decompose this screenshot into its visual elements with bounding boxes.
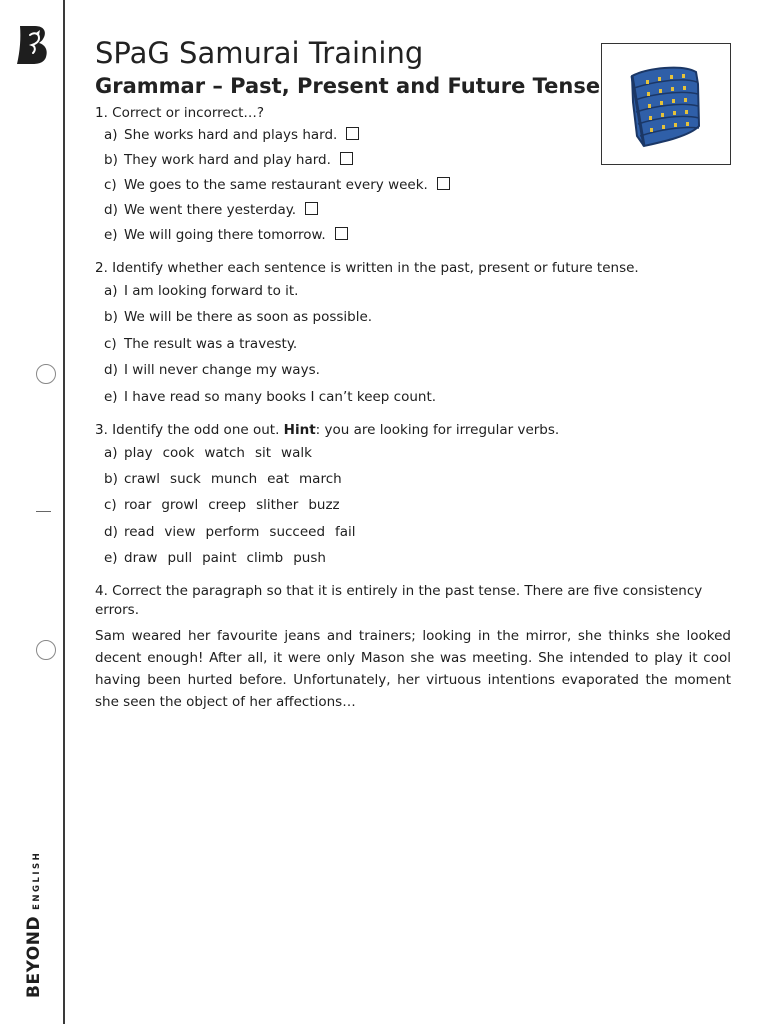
word: draw: [124, 549, 158, 566]
hint-label: Hint: [283, 422, 316, 439]
question-2-item: [95, 331, 731, 357]
word: growl: [161, 497, 199, 514]
question-1-prompt: 1. Correct or incorrect…?: [95, 105, 265, 121]
item-text: I have read so many books I can’t keep count.: [124, 388, 437, 405]
question-4: [95, 582, 731, 713]
item-letter: d): [104, 362, 118, 379]
item-text: We goes to the same restaurant every week.: [124, 177, 428, 193]
item-text: I am looking forward to it.: [124, 283, 299, 299]
word: eat: [267, 471, 290, 488]
question-2-item: [95, 384, 731, 410]
question-3-item: [95, 440, 731, 466]
question-3-prompt: [95, 421, 731, 440]
item-letter: e): [104, 227, 118, 243]
question-2: [95, 259, 731, 410]
item-letter: e): [104, 388, 118, 405]
answer-checkbox[interactable]: [335, 227, 348, 240]
question-1-item: [95, 223, 731, 248]
beyond-b-logo-icon: [15, 24, 51, 70]
question-3-item: [95, 466, 731, 492]
item-text: They work hard and play hard.: [124, 152, 331, 168]
item-text: We will going there tomorrow.: [124, 227, 326, 243]
word: pull: [167, 549, 193, 566]
question-2-item: [95, 357, 731, 383]
question-1-item: [95, 123, 731, 148]
word: read: [124, 523, 155, 540]
item-text: We will be there as soon as possible.: [124, 309, 373, 326]
word: march: [299, 471, 342, 488]
word: sit: [254, 445, 272, 462]
question-2-item: [95, 278, 731, 304]
question-2-item: [95, 304, 731, 330]
item-letter: b): [104, 309, 118, 326]
word: slither: [256, 497, 299, 514]
question-4-prompt: 4. Correct the paragraph so that it is entirely in the past tense. There are five consistency errors.: [95, 583, 703, 619]
worksheet-content: [95, 34, 731, 713]
word: watch: [204, 445, 245, 462]
punch-hole-bottom: [36, 640, 56, 660]
fold-mark: [36, 511, 51, 512]
word: fail: [335, 523, 356, 540]
item-letter: b): [104, 152, 118, 168]
word: push: [293, 549, 326, 566]
question-3-item: [95, 492, 731, 518]
item-letter: c): [104, 335, 117, 352]
word: buzz: [308, 497, 340, 514]
item-letter: a): [104, 283, 118, 299]
word: view: [164, 523, 196, 540]
answer-checkbox[interactable]: [305, 202, 318, 215]
item-letter: c): [104, 177, 117, 193]
item-letter: b): [104, 471, 118, 488]
word: cook: [162, 445, 195, 462]
item-letter: a): [104, 127, 118, 143]
word: roar: [124, 497, 152, 514]
punch-hole-top: [36, 364, 56, 384]
word: walk: [281, 445, 312, 462]
question-1-item: [95, 173, 731, 198]
item-letter: d): [104, 523, 118, 540]
question-1: [95, 104, 731, 248]
brand-secondary: ENGLISH: [32, 850, 42, 910]
item-text: She works hard and plays hard.: [124, 127, 338, 143]
answer-checkbox[interactable]: [437, 177, 450, 190]
prompt-end: : you are looking for irregular verbs.: [315, 422, 560, 439]
brand-logo: [24, 851, 44, 998]
brand-primary: BEYOND: [24, 915, 44, 998]
item-letter: c): [104, 497, 117, 514]
margin-rule: [63, 0, 65, 1024]
word: succeed: [269, 523, 326, 540]
question-2-prompt: 2. Identify whether each sentence is written in the past, present or future tense.: [95, 260, 639, 276]
question-4-paragraph: Sam weared her favourite jeans and trainers; looking in the mirror, she thinks she looked decent enough! After all, it were only Mason she was meeting. She intended to play it cool having been hurted before. Unfortunately, her virtuous intentions evaporated the moment she seen the object of her affections…: [95, 628, 731, 711]
word: suck: [170, 471, 201, 488]
word: play: [124, 445, 153, 462]
question-3: [95, 421, 731, 571]
word: crawl: [124, 471, 161, 488]
word: paint: [202, 549, 237, 566]
item-letter: e): [104, 549, 118, 566]
item-text: We went there yesterday.: [124, 202, 297, 218]
word: perform: [205, 523, 260, 540]
answer-checkbox[interactable]: [346, 127, 359, 140]
prompt-start: 3. Identify the odd one out.: [95, 422, 284, 439]
question-1-item: [95, 198, 731, 223]
question-3-item: [95, 545, 731, 571]
item-letter: a): [104, 445, 118, 462]
answer-checkbox[interactable]: [340, 152, 353, 165]
word: creep: [208, 497, 247, 514]
page-subtitle: Grammar – Past, Present and Future Tense: [95, 74, 601, 98]
page-title: SPaG Samurai Training: [95, 36, 424, 70]
item-letter: d): [104, 202, 118, 218]
item-text: The result was a travesty.: [124, 335, 298, 352]
question-1-item: [95, 148, 731, 173]
word: climb: [246, 549, 284, 566]
word: munch: [210, 471, 258, 488]
item-text: I will never change my ways.: [124, 362, 320, 379]
question-3-item: [95, 519, 731, 545]
